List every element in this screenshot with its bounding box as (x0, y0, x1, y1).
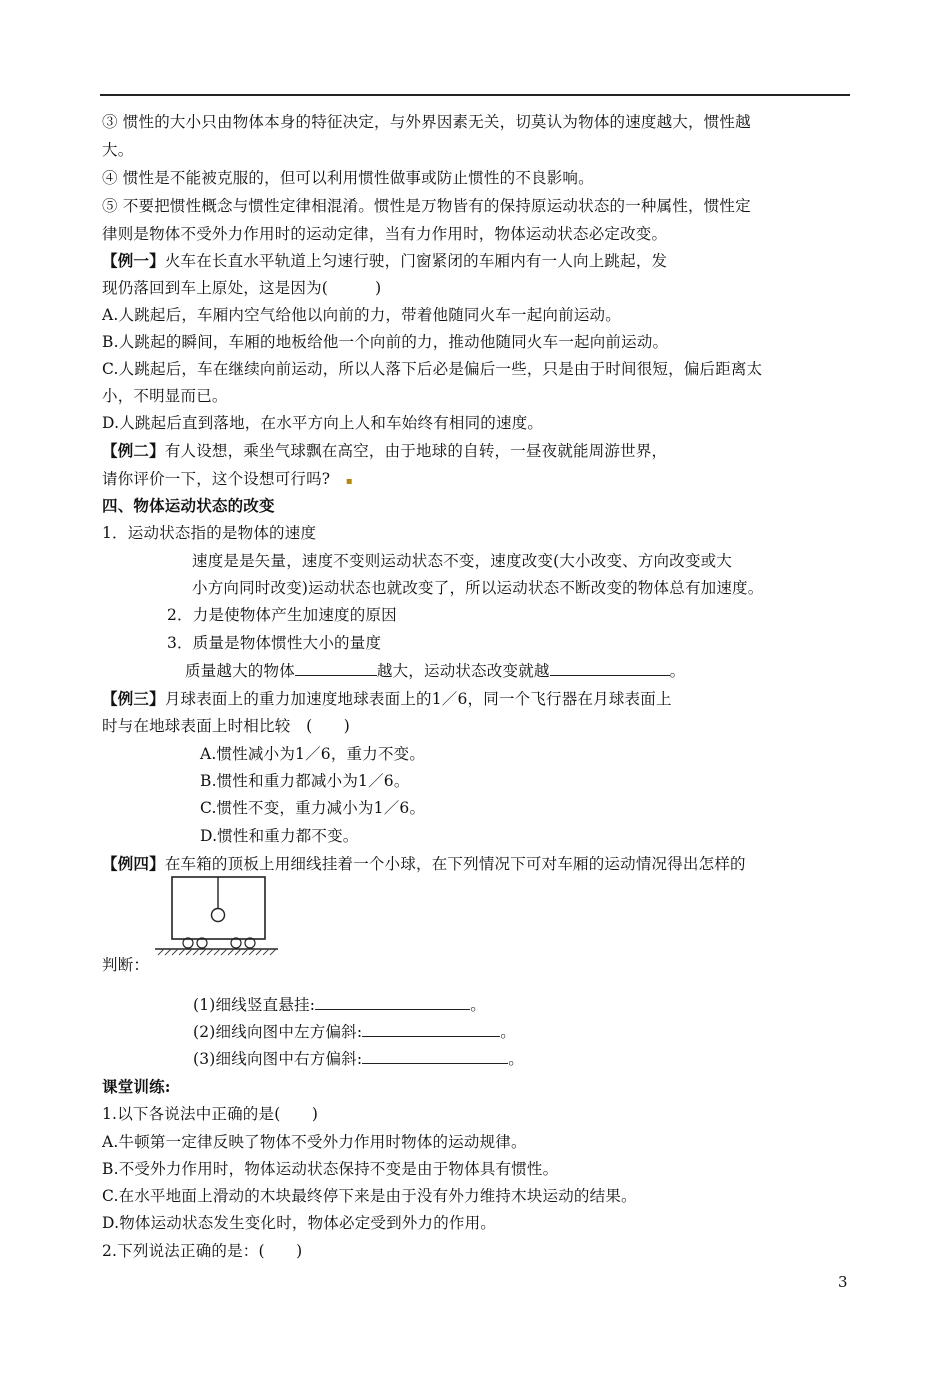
example-1 (102, 251, 667, 271)
option-a: A.人跳起后，车厢内空气给他以向前的力，带着他随同火车一起向前运动。 (102, 306, 621, 324)
text-line: 小，不明显而已。 (102, 387, 228, 405)
text-span: 质量越大的物体 (185, 662, 295, 680)
text-span: 。 (470, 996, 486, 1014)
option-a: A.惯性减小为1／6，重力不变。 (200, 745, 426, 763)
question-1: 1.以下各说法中正确的是( ) (102, 1105, 319, 1123)
option-d: D.人跳起后直到落地，在水平方向上人和车始终有相同的速度。 (102, 414, 544, 432)
text-line: 1．运动状态指的是物体的速度 (102, 524, 317, 542)
text-span: 。 (669, 662, 686, 680)
example-tag: 【例三】 (102, 689, 165, 708)
option-d: D.惯性和重力都不变。 (200, 827, 359, 845)
text-line: 大。 (102, 141, 134, 159)
option-c: C.在水平地面上滑动的木块最终停下来是由于没有外力维持木块运动的结果。 (102, 1187, 637, 1205)
text-span: 请你评价一下，这个设想可行吗? (102, 470, 331, 488)
text-span: 越大，运动状态改变就越 (376, 662, 550, 680)
text-line: 现仍落回到车上原处，这是因为( ) (102, 279, 382, 297)
section-title: 四、物体运动状态的改变 (102, 496, 275, 515)
page-number: 3 (838, 1273, 848, 1291)
header-rule (100, 94, 850, 96)
text-line: ⑤ 不要把惯性概念与惯性定律相混淆。惯性是万物皆有的保持原运动状态的一种属性，惯性定 (102, 197, 751, 215)
hanging-ball (212, 909, 225, 922)
answer-blank[interactable] (315, 995, 470, 1010)
example-text: 火车在长直水平轨道上匀速行驶，门窗紧闭的车厢内有一人向上跳起，发 (164, 252, 668, 270)
answer-blank[interactable] (362, 1022, 500, 1037)
text-line: 小方向同时改变)运动状态也就改变了，所以运动状态不断改变的物体总有加速度。 (192, 579, 764, 597)
answer-blank[interactable] (550, 661, 670, 676)
example-tag: 【例一】 (102, 251, 165, 270)
option-c: C.人跳起后，车在继续向前运动，所以人落下后必是偏后一些，只是由于时间很短，偏后距离太 (102, 360, 763, 378)
text-span: (2)细线向图中左方偏斜: (193, 1023, 363, 1041)
text-span: 。 (508, 1050, 524, 1068)
text-line: ④ 惯性是不能被克服的，但可以利用惯性做事或防止惯性的不良影响。 (102, 169, 594, 187)
text-line: 3．质量是物体惯性大小的量度 (167, 634, 382, 652)
option-b: B.不受外力作用时，物体运动状态保持不变是由于物体具有惯性。 (102, 1160, 559, 1178)
text-line: 律则是物体不受外力作用时的运动定律，当有力作用时，物体运动状态必定改变。 (102, 225, 668, 243)
text-span: 。 (500, 1023, 516, 1041)
example-tag: 【例四】 (102, 854, 165, 873)
option-b: B.人跳起的瞬间，车厢的地板给他一个向前的力，推动他随同火车一起向前运动。 (102, 333, 669, 351)
section-title: 课堂训练: (102, 1077, 171, 1096)
ground-hatching (158, 949, 276, 955)
example-text: 月球表面上的重力加速度地球表面上的1／6，同一个飞行器在月球表面上 (164, 690, 672, 708)
text-line: 时与在地球表面上时相比较 ( ) (102, 717, 350, 735)
option-c: C.惯性不变，重力减小为1／6。 (200, 799, 426, 817)
option-b: B.惯性和重力都减小为1／6。 (200, 772, 410, 790)
text-span: (1)细线竖直悬挂: (193, 996, 316, 1014)
option-d: D.物体运动状态发生变化时，物体必定受到外力的作用。 (102, 1214, 497, 1232)
answer-blank[interactable] (362, 1049, 508, 1064)
text-line: 速度是是矢量，速度不变则运动状态不变，速度改变(大小改变、方向改变或大 (192, 552, 733, 570)
fill-in-line (193, 1022, 516, 1042)
fill-in-line (193, 995, 486, 1015)
option-a: A.牛顿第一定律反映了物体不受外力作用时物体的运动规律。 (102, 1133, 527, 1151)
mark-dot: ▪ (345, 476, 353, 487)
train-car-diagram (150, 857, 280, 959)
example-text: 有人设想，乘坐气球飘在高空，由于地球的自转，一昼夜就能周游世界， (164, 442, 668, 460)
text-span: (3)细线向图中右方偏斜: (193, 1050, 363, 1068)
fill-in-line (193, 1049, 524, 1069)
text-line: 判断： (102, 956, 150, 974)
answer-blank[interactable] (295, 661, 377, 676)
question-2: 2.下列说法正确的是：( ) (102, 1242, 303, 1260)
text-line (102, 469, 353, 492)
example-tag: 【例二】 (102, 441, 165, 460)
text-line: 2．力是使物体产生加速度的原因 (167, 606, 397, 624)
fill-in-line (185, 661, 685, 681)
example-text: 在车箱的顶板上用细线挂着一个小球，在下列情况下可对车厢的运动情况得出怎样的 (164, 855, 746, 873)
example-2 (102, 441, 667, 461)
text-line: ③ 惯性的大小只由物体本身的特征决定，与外界因素无关，切莫认为物体的速度越大，惯性越 (102, 113, 751, 131)
example-3 (102, 689, 672, 709)
